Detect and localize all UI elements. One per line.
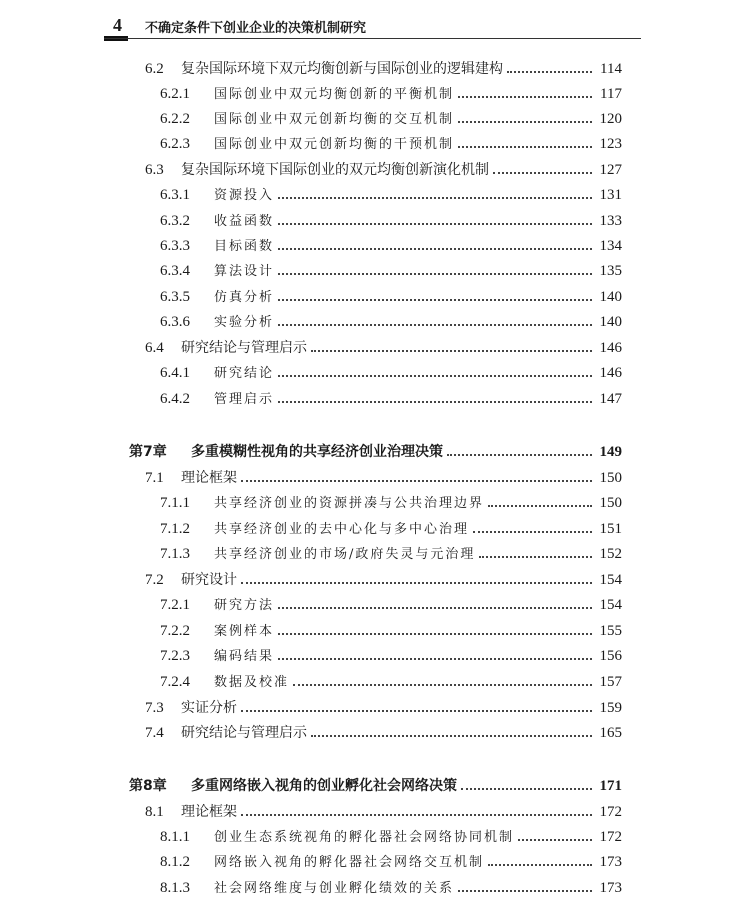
toc-entry-number: 7.1.2 [160, 521, 190, 537]
toc-entry-number: 6.4.2 [160, 391, 190, 407]
toc-entry-number: 6.3.4 [160, 263, 190, 279]
toc-entry-number: 6.4 [145, 340, 164, 356]
dot-leader [278, 248, 592, 250]
toc-entry-title: 研究结论与管理启示 [181, 340, 307, 356]
toc-entry-sub [160, 594, 622, 616]
toc-entry-number: 7.2.4 [160, 674, 190, 690]
toc-entry-title: 国际创业中双元创新均衡的干预机制 [214, 137, 455, 152]
dot-leader [278, 633, 592, 635]
toc-entry-sub [160, 826, 622, 848]
dot-leader [278, 197, 592, 199]
toc-entry-number: 8.1.1 [160, 829, 190, 845]
toc-entry-page: 149 [599, 444, 622, 460]
dot-leader [241, 582, 592, 584]
toc-entry-sec [145, 722, 622, 744]
toc-entry-sub [160, 492, 622, 514]
toc-entry-sub [160, 645, 622, 667]
dot-leader [293, 684, 592, 686]
toc-entry-page: 135 [599, 263, 622, 279]
toc-entry-title: 网络嵌入视角的孵化器社会网络交互机制 [214, 855, 485, 870]
toc-entry-page: 154 [599, 597, 622, 613]
dot-leader [458, 121, 592, 123]
toc-entry-title: 研究设计 [181, 572, 237, 588]
page-number: 4 [113, 15, 122, 35]
dot-leader [507, 71, 592, 73]
dot-leader [241, 710, 592, 712]
toc-entry-title: 国际创业中双元创新均衡的交互机制 [214, 112, 455, 127]
toc-entry-title: 收益函数 [214, 214, 275, 229]
toc-entry-title: 实验分析 [214, 315, 275, 330]
toc-entry-sub [160, 108, 622, 130]
toc-entry-title: 实证分析 [181, 700, 237, 716]
toc-entry-sec [145, 159, 622, 181]
toc-entry-sub [160, 620, 622, 642]
toc-entry-number: 7.2.2 [160, 623, 190, 639]
toc-entry-title: 仿真分析 [214, 290, 275, 305]
page-header [0, 0, 750, 44]
toc-entry-page: 146 [599, 365, 622, 381]
toc-entry-page: 133 [599, 213, 622, 229]
dot-leader [278, 401, 592, 403]
toc-entry-number: 7.2.3 [160, 648, 190, 664]
toc-entry-page: 123 [599, 136, 622, 152]
toc-entry-sub [160, 184, 622, 206]
dot-leader [278, 273, 592, 275]
toc-entry-sub [160, 543, 622, 565]
toc-entry-number: 7.1.1 [160, 495, 190, 511]
toc-entry-number: 6.2.3 [160, 136, 190, 152]
dot-leader [493, 172, 592, 174]
toc-entry-number: 7.2.1 [160, 597, 190, 613]
toc-entry-number: 7.3 [145, 700, 164, 716]
toc-entry-title: 复杂国际环境下双元均衡创新与国际创业的逻辑建构 [181, 61, 503, 77]
toc-entry-page: 147 [599, 391, 622, 407]
toc-entry-page: 150 [599, 470, 622, 486]
toc-entry-title: 研究结论与管理启示 [181, 725, 307, 741]
toc-entry-sec [145, 801, 622, 823]
toc-entry-page: 173 [599, 854, 622, 870]
toc-entry-number: 6.3.3 [160, 238, 190, 254]
toc-entry-number: 8.1.2 [160, 854, 190, 870]
dot-leader [241, 814, 592, 816]
toc-entry-title: 理论框架 [181, 470, 237, 486]
toc-entry-sec [145, 467, 622, 489]
toc-entry-title: 算法设计 [214, 264, 275, 279]
toc-entry-number: 7.1 [145, 470, 164, 486]
toc-entry-sub [160, 83, 622, 105]
toc-entry-sub [160, 671, 622, 693]
dot-leader [278, 607, 592, 609]
toc-entry-sec [145, 569, 622, 591]
toc-entry-page: 146 [599, 340, 622, 356]
dot-leader [458, 146, 592, 148]
toc-entry-number: 7.1.3 [160, 546, 190, 562]
toc-entry-page: 173 [599, 880, 622, 896]
toc-entry-number: 6.3.6 [160, 314, 190, 330]
toc-entry-page: 156 [599, 648, 622, 664]
header-rule [104, 38, 641, 39]
dot-leader [241, 480, 592, 482]
toc-entry-number: 7.2 [145, 572, 164, 588]
dot-leader [278, 299, 592, 301]
toc-entry-number: 6.2.2 [160, 111, 190, 127]
toc-entry-number: 6.3.1 [160, 187, 190, 203]
toc-entry-page: 140 [599, 289, 622, 305]
toc-entry-title: 理论框架 [181, 804, 237, 820]
toc-entry-title: 共享经济创业的去中心化与多中心治理 [214, 522, 470, 537]
dot-leader [473, 531, 592, 533]
dot-leader [488, 864, 592, 866]
dot-leader [447, 454, 592, 456]
toc-entry-sec [145, 697, 622, 719]
toc-entry-page: 120 [599, 111, 622, 127]
toc-entry-number: 6.3.2 [160, 213, 190, 229]
toc-entry-number: 第7章 [129, 444, 167, 460]
toc-entry-title: 目标函数 [214, 239, 275, 254]
toc-entry-page: 134 [599, 238, 622, 254]
toc-entry-page: 152 [599, 546, 622, 562]
toc-entry-sub [160, 133, 622, 155]
toc-entry-title: 共享经济创业的市场/政府失灵与元治理 [214, 547, 476, 562]
toc-entry-page: 159 [599, 700, 622, 716]
toc-entry-page: 171 [599, 778, 622, 794]
dot-leader [518, 839, 592, 841]
dot-leader [458, 96, 592, 98]
toc-entry-page: 154 [599, 572, 622, 588]
toc-entry-sub [160, 235, 622, 257]
toc-entry-number: 6.2 [145, 61, 164, 77]
toc-entry-title: 社会网络维度与创业孵化绩效的关系 [214, 881, 455, 896]
toc-entry-page: 172 [599, 804, 622, 820]
toc-entry-sub [160, 260, 622, 282]
toc-entry-page: 140 [599, 314, 622, 330]
toc-entry-title: 编码结果 [214, 649, 275, 664]
dot-leader [311, 735, 592, 737]
toc-entry-title: 国际创业中双元均衡创新的平衡机制 [214, 87, 455, 102]
toc-entry-page: 117 [600, 86, 622, 102]
dot-leader [278, 658, 592, 660]
toc-entry-chap [129, 775, 622, 797]
toc-entry-title: 共享经济创业的资源拼凑与公共治理边界 [214, 496, 485, 511]
toc-entry-number: 6.3.5 [160, 289, 190, 305]
toc-entry-title: 数据及校准 [214, 675, 290, 690]
toc-entry-number: 6.2.1 [160, 86, 190, 102]
toc-entry-page: 127 [599, 162, 622, 178]
toc-entry-page: 131 [599, 187, 622, 203]
toc-entry-sub [160, 362, 622, 384]
toc-entry-number: 7.4 [145, 725, 164, 741]
dot-leader [488, 505, 592, 507]
toc-entry-sub [160, 286, 622, 308]
toc-entry-page: 155 [599, 623, 622, 639]
toc-entry-number: 第8章 [129, 778, 167, 794]
toc-entry-title: 研究方法 [214, 598, 275, 613]
toc-entry-number: 8.1.3 [160, 880, 190, 896]
toc-entry-sec [145, 58, 622, 80]
dot-leader [278, 375, 592, 377]
dot-leader [458, 890, 592, 892]
toc-entry-title: 创业生态系统视角的孵化器社会网络协同机制 [214, 830, 515, 845]
toc-entry-sub [160, 311, 622, 333]
toc-entry-title: 资源投入 [214, 188, 275, 203]
toc-entry-page: 157 [599, 674, 622, 690]
toc-entry-number: 8.1 [145, 804, 164, 820]
toc-entry-title: 多重网络嵌入视角的创业孵化社会网络决策 [191, 778, 457, 794]
toc-entry-sub [160, 518, 622, 540]
toc-entry-number: 6.3 [145, 162, 164, 178]
dot-leader [311, 350, 592, 352]
dot-leader [461, 788, 592, 790]
toc-entry-page: 114 [600, 61, 622, 77]
toc-entry-number: 6.4.1 [160, 365, 190, 381]
dot-leader [479, 556, 592, 558]
toc-entry-chap [129, 441, 622, 463]
toc-entry-sub [160, 210, 622, 232]
toc-entry-page: 150 [599, 495, 622, 511]
toc-entry-sub [160, 388, 622, 410]
toc-entry-title: 研究结论 [214, 366, 275, 381]
toc-entry-sub [160, 877, 622, 899]
toc-entry-page: 165 [599, 725, 622, 741]
dot-leader [278, 324, 592, 326]
toc-entry-sec [145, 337, 622, 359]
toc-entry-page: 172 [599, 829, 622, 845]
toc-entry-title: 复杂国际环境下国际创业的双元均衡创新演化机制 [181, 162, 489, 178]
dot-leader [278, 223, 592, 225]
running-title: 不确定条件下创业企业的决策机制研究 [145, 21, 367, 36]
toc-entry-title: 多重模糊性视角的共享经济创业治理决策 [191, 444, 443, 460]
toc-entry-title: 管理启示 [214, 392, 275, 407]
toc-entry-page: 151 [599, 521, 622, 537]
toc-entry-title: 案例样本 [214, 624, 275, 639]
toc-entry-sub [160, 851, 622, 873]
